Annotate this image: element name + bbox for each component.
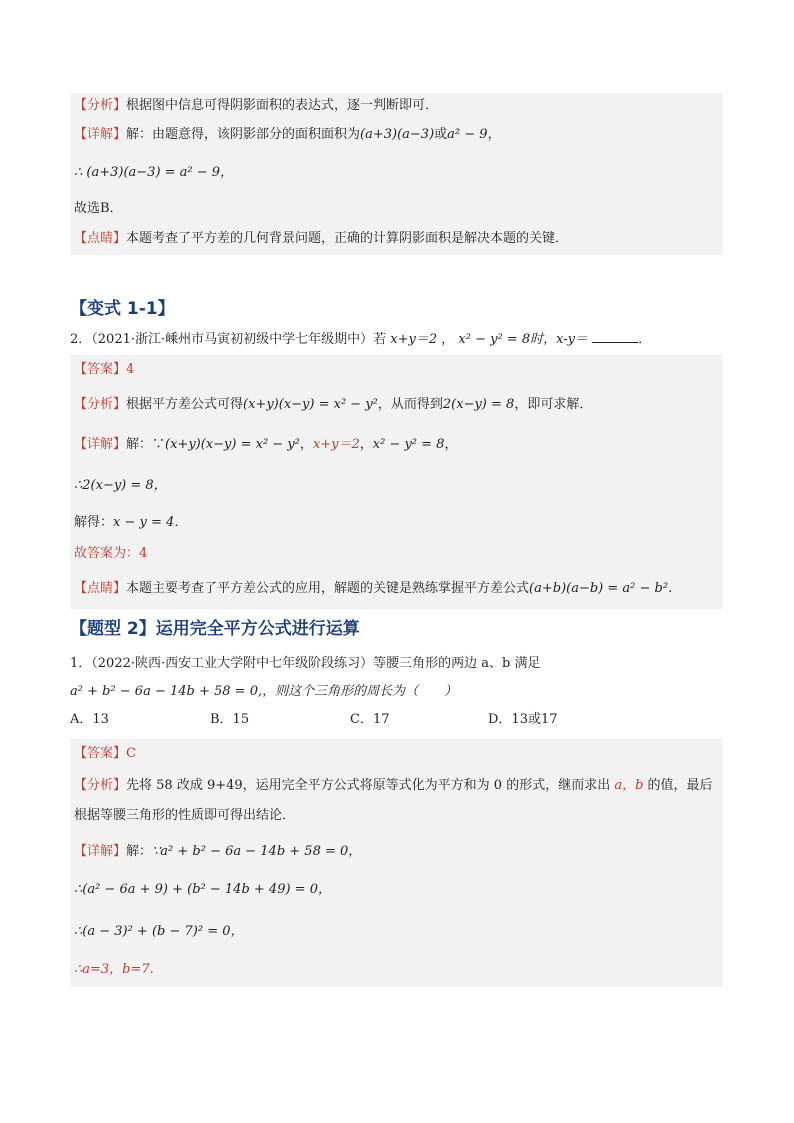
option-c: C．17 bbox=[350, 712, 390, 727]
variant-detail-cond-2: x² − y² = 8 bbox=[372, 437, 445, 452]
variant-analysis-mid: ，从而得到 bbox=[377, 397, 443, 412]
analysis-tag: 【分析】 bbox=[74, 98, 127, 113]
option-b: B．15 bbox=[210, 712, 250, 727]
solution-panel-2 bbox=[70, 355, 723, 609]
variant-analysis-end: ，即可求解． bbox=[514, 397, 593, 412]
solution-panel-1 bbox=[70, 93, 723, 255]
variant-comment-formula: (a+b)(a−b) = a² − b²． bbox=[529, 581, 682, 596]
type2-step-1-expr: ∴(a² − 6a + 9) + (b² − 14b + 49) = 0， bbox=[74, 882, 331, 897]
comment-text: 本题考查了平方差的几何背景问题，正确的计算阴影面积是解决本题的关键． bbox=[126, 231, 569, 246]
type2-answer-value: C bbox=[126, 746, 136, 761]
type2-analysis-red: a，b bbox=[610, 778, 648, 793]
option-d: D．13或17 bbox=[488, 712, 558, 727]
answer-tag: 【答案】 bbox=[74, 362, 127, 377]
type2-analysis-text-2: 的值，最后根据等腰三角形的性质即可得出结论． bbox=[74, 778, 713, 823]
answer-blank bbox=[592, 330, 638, 343]
variant-comment-row bbox=[74, 569, 719, 609]
type2-answer-row bbox=[74, 739, 719, 769]
type2-question-line2: a² + b² − 6a − 14b + 58 = 0,，则这个三角形的周长为（ ） bbox=[70, 684, 458, 699]
variant-detail-row: 【详解】 解：∵ (x+y)(x−y) = x² − y² ， x+y＝2 ， x² − y² = 8 ， bbox=[74, 425, 719, 465]
type2-step-1 bbox=[74, 869, 719, 911]
variant-comment-tag: 【点睛】 bbox=[74, 581, 127, 596]
variant-analysis-prefix: 根据平方差公式可得 bbox=[126, 397, 244, 412]
step-expr: ∴ (a+3)(a−3) = a² − 9， bbox=[74, 165, 234, 180]
variant-title: 【变式 1-1】 bbox=[70, 299, 175, 319]
variant-detail-prefix: 解：∵ bbox=[126, 437, 166, 452]
variant-analysis-tag: 【分析】 bbox=[74, 397, 127, 412]
document-page bbox=[70, 93, 723, 987]
variant-solve-row bbox=[74, 507, 719, 539]
comment-tag: 【点睛】 bbox=[74, 231, 127, 246]
type2-step-2-expr: ∴(a − 3)² + (b − 7)² = 0， bbox=[74, 924, 244, 939]
variant-final-row bbox=[74, 539, 719, 569]
variant-cond-2: x² − y² = 8时，x-y＝ bbox=[458, 332, 588, 347]
variant-question-prefix: 2．（2021·浙江·嵊州市马寅初初级中学七年级期中）若 bbox=[70, 332, 387, 347]
variant-analysis-row bbox=[74, 385, 719, 425]
variant-step-expr: ∴2(x−y) = 8， bbox=[74, 478, 167, 493]
type2-analysis-tag: 【分析】 bbox=[74, 778, 127, 793]
detail-row: 【详解】 解：由题意得，该阴影部分的面积面积为 (a+3)(a−3) 或 a² − 9 ， bbox=[74, 119, 719, 151]
detail-expr-1: (a+3)(a−3) bbox=[360, 127, 435, 142]
variant-comment-text: 本题主要考查了平方差公式的应用，解题的关键是熟练掌握平方差公式 bbox=[126, 581, 530, 596]
analysis-text: 根据图中信息可得阴影面积的表达式，逐一判断即可． bbox=[126, 98, 439, 113]
variant-final-text: 故答案为：4 bbox=[74, 546, 148, 561]
variant-solve-expr: x − y = 4． bbox=[113, 515, 188, 530]
type2-question-line1: 1．（2022·陕西·西安工业大学附中七年级阶段练习）等腰三角形的两边 a、b 满足 bbox=[70, 656, 541, 671]
detail-tag: 【详解】 bbox=[74, 127, 127, 142]
type2-analysis-block bbox=[74, 769, 719, 835]
choice-row bbox=[74, 195, 719, 223]
solution-panel-3 bbox=[70, 739, 723, 987]
variant-step-row bbox=[74, 465, 719, 507]
type2-detail-expr: ∵a² + b² − 6a − 14b + 58 = 0， bbox=[152, 844, 362, 859]
type2-options bbox=[70, 709, 723, 731]
type2-analysis-text-1: 先将 58 改成 9+49，运用完全平方公式将原等式化为平方和为 0 的形式，继而求出 bbox=[126, 778, 611, 793]
choice-text: 故选B． bbox=[74, 201, 123, 216]
detail-expr-2: a² − 9 bbox=[447, 127, 488, 142]
variant-analysis-result: 2(x−y) = 8 bbox=[442, 397, 515, 412]
variant-detail-cond-1: x+y＝2 bbox=[312, 437, 360, 452]
type2-detail-row bbox=[74, 835, 719, 869]
type2-title: 【题型 2】运用完全平方公式进行运算 bbox=[70, 619, 360, 639]
type2-detail-tag: 【详解】 bbox=[74, 844, 127, 859]
option-a: A．13 bbox=[70, 712, 109, 727]
variant-analysis-formula: (x+y)(x−y) = x² − y² bbox=[243, 397, 378, 412]
step-row bbox=[74, 151, 719, 195]
answer-value: 4 bbox=[126, 362, 135, 377]
analysis-row bbox=[74, 93, 719, 119]
variant-cond-1: x+y＝2 bbox=[390, 332, 438, 347]
type2-step-3-expr: ∴a=3，b=7. bbox=[74, 962, 154, 977]
type2-detail-prefix: 解： bbox=[126, 844, 153, 859]
type2-step-2 bbox=[74, 911, 719, 953]
variant-detail-formula: (x+y)(x−y) = x² − y² bbox=[165, 437, 300, 452]
comment-row bbox=[74, 223, 719, 255]
variant-solve-label: 解得： bbox=[74, 515, 114, 530]
detail-text: 解：由题意得，该阴影部分的面积面积为 bbox=[126, 127, 361, 142]
answer-row bbox=[74, 355, 719, 385]
variant-detail-tag: 【详解】 bbox=[74, 437, 127, 452]
variant-question: 2．（2021·浙江·嵊州市马寅初初级中学七年级期中）若 x+y＝2 ， x² − y² = 8时，x-y＝ ． bbox=[70, 332, 652, 347]
type2-step-3 bbox=[74, 953, 719, 987]
type2-answer-tag: 【答案】 bbox=[74, 746, 127, 761]
detail-or: 或 bbox=[434, 127, 448, 142]
